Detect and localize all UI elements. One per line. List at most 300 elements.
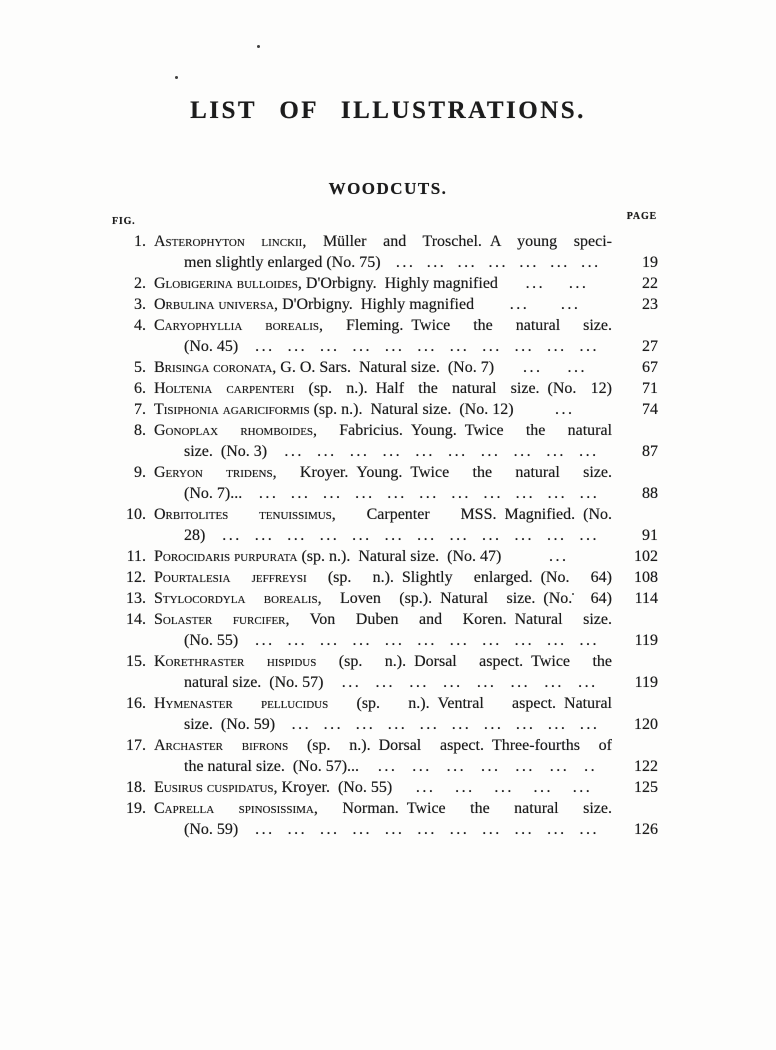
page-number <box>612 798 658 819</box>
dot-group: ... <box>320 632 340 649</box>
entry-line <box>154 462 612 483</box>
dot-group: ... <box>222 527 242 544</box>
entry-text: Von Duben and Koren. Natural size. <box>289 611 612 628</box>
dot-group: ... <box>352 821 372 838</box>
page-number: 125 <box>634 779 658 796</box>
page-number: 67 <box>642 359 658 376</box>
dot-group: ... <box>514 338 535 355</box>
dot-group: ... <box>415 779 436 796</box>
list-row <box>112 819 658 840</box>
list-row <box>112 546 658 567</box>
fig-column-label: FIG. <box>112 216 136 227</box>
fig-number: 12. <box>126 569 146 586</box>
dot-group: ... <box>581 254 601 271</box>
fig-number: 17. <box>126 737 146 754</box>
entry-text: size. (No. 3) <box>184 443 268 460</box>
dot-group: ... <box>457 254 478 271</box>
dot-group: ... <box>449 632 470 649</box>
entry-text: D'Orbigny. Highly magnified <box>278 296 475 313</box>
page-number: 122 <box>634 758 658 775</box>
page-number: 120 <box>634 716 658 733</box>
dot-group: ... <box>426 254 447 271</box>
page-number: 22 <box>642 275 658 292</box>
dot-group: ... <box>417 338 437 355</box>
indent-spacer <box>154 756 184 777</box>
entry-text: (sp. n.). Slightly enlarged. (No. 64) <box>306 569 612 586</box>
dot-group: ... <box>287 527 307 544</box>
species-name: Orbulina universa, <box>154 296 279 313</box>
entry-text: Müller and Troschel. A young speci- <box>306 233 612 250</box>
dot-group: ... <box>451 485 471 502</box>
fig-number <box>112 483 154 504</box>
dot-group: ... <box>523 359 543 376</box>
dot-group: ... <box>482 527 502 544</box>
list-row <box>112 441 658 462</box>
list-row <box>112 651 658 672</box>
list-row <box>112 273 658 294</box>
scan-speck <box>257 45 260 48</box>
entry-line <box>154 315 612 336</box>
dot-group: ... <box>547 632 567 649</box>
dot-group: ... <box>488 254 508 271</box>
dot-group: ... <box>548 548 569 565</box>
entry-text: (sp. n.). Dorsal aspect. Three-fourths of <box>288 737 612 754</box>
indent-spacer <box>154 819 184 840</box>
entry-text: (sp. n.). Half the natural size. (No. 12) <box>294 380 612 397</box>
dot-group: ... <box>579 443 599 460</box>
page-number <box>612 315 658 336</box>
fig-number: 15. <box>126 653 146 670</box>
list-row <box>112 336 658 357</box>
fig-number: 16. <box>126 695 146 712</box>
dot-group: ... <box>384 632 405 649</box>
leader-dots <box>385 252 612 273</box>
entry-text: Loven (sp.). Natural size. (No. 64) <box>321 590 612 607</box>
entry-line <box>154 294 612 315</box>
dot-group: ... <box>579 527 599 544</box>
dot-group: ... <box>560 296 581 313</box>
dot-group: ... <box>579 821 600 838</box>
fig-number <box>112 672 154 693</box>
dot-group: ... <box>384 338 405 355</box>
fig-number <box>112 336 154 357</box>
list-row <box>112 315 658 336</box>
entry-line <box>154 252 612 273</box>
fig-number <box>112 441 154 462</box>
entry-line <box>154 651 612 672</box>
dot-group: ... <box>319 527 340 544</box>
dot-group: ... <box>448 443 468 460</box>
dot-group: ... <box>483 716 504 733</box>
species-name: Tisiphonia agariciformis <box>154 401 310 418</box>
page-number: 27 <box>642 338 658 355</box>
fig-number: 18. <box>126 779 146 796</box>
entry-text: (No. 55) <box>184 632 239 649</box>
fig-number <box>112 714 154 735</box>
dot-group: ... <box>579 716 600 733</box>
dot-group: ... <box>579 338 600 355</box>
entry-line <box>154 483 612 504</box>
entry-text: the natural size. (No. 57)... <box>184 758 360 775</box>
dot-group: ... <box>513 443 534 460</box>
entry-text: (sp. n.). Ventral aspect. Natural <box>328 695 612 712</box>
species-name: Hymenaster pellucidus <box>154 695 329 712</box>
leader-dots <box>396 777 612 798</box>
entry-text: (sp. n.). Natural size. (No. 12) <box>309 401 514 418</box>
entry-line <box>154 735 612 756</box>
dot-group: ... <box>446 758 467 775</box>
entry-line <box>154 777 612 798</box>
page-number <box>612 420 658 441</box>
indent-spacer <box>154 672 184 693</box>
dot-group: ... <box>546 527 567 544</box>
leader-dots <box>246 483 612 504</box>
dot-group: .. <box>584 758 598 775</box>
entry-text: Norman. Twice the natural size. <box>317 800 612 817</box>
dot-group: ... <box>290 485 311 502</box>
dot-group: ... <box>514 821 535 838</box>
dot-group: ... <box>255 821 275 838</box>
dot-group: ... <box>555 401 575 418</box>
indent-spacer <box>154 630 184 651</box>
fig-number: 6. <box>134 380 146 397</box>
page-number: 119 <box>634 674 658 691</box>
entry-text: size. (No. 59) <box>184 716 276 733</box>
dot-group: ... <box>387 485 407 502</box>
dot-group: ... <box>409 674 429 691</box>
dot-group: ... <box>547 338 567 355</box>
entry-text: (sp. n.). Dorsal aspect. Twice the <box>316 653 612 670</box>
leader-dots <box>505 546 612 567</box>
dot-group: ... <box>375 674 396 691</box>
illustrations-list <box>112 231 658 840</box>
page-number: 23 <box>642 296 658 313</box>
fig-number: 8. <box>134 422 146 439</box>
fig-number <box>112 630 154 651</box>
dot-group: ... <box>449 527 470 544</box>
entry-line <box>154 798 612 819</box>
scan-speck <box>175 76 178 79</box>
entry-line <box>154 231 612 252</box>
species-name: Archaster bifrons <box>154 737 289 754</box>
leader-dots <box>498 357 612 378</box>
list-row <box>112 420 658 441</box>
dot-group: ... <box>417 527 437 544</box>
entry-line <box>154 525 612 546</box>
entry-line <box>154 357 612 378</box>
entry-text: natural size. (No. 57) <box>184 674 324 691</box>
page-number <box>612 609 658 630</box>
dot-group: ... <box>387 716 408 733</box>
page-column-label: PAGE <box>626 211 657 222</box>
dot-group: ... <box>255 632 275 649</box>
dot-group: ... <box>291 716 312 733</box>
species-name: Brisinga coronata, <box>154 359 277 376</box>
species-name: Eusirus cuspidatus, <box>154 779 278 796</box>
dot-group: ... <box>525 275 546 292</box>
page-number: 74 <box>642 401 658 418</box>
leader-dots <box>363 756 612 777</box>
page-number <box>612 231 658 252</box>
entry-text: D'Orbigny. Highly magnified <box>301 275 498 292</box>
dot-group: ... <box>514 527 535 544</box>
fig-number <box>112 756 154 777</box>
page-number: 114 <box>634 590 658 607</box>
species-name: Caryophyllia borealis, <box>154 317 324 334</box>
fig-number <box>112 252 154 273</box>
species-name: Orbitolites tenuissimus, <box>154 506 336 523</box>
species-name: Porocidaris purpurata <box>154 548 298 565</box>
entry-line <box>154 819 612 840</box>
dot-group: ... <box>482 821 502 838</box>
page-number: 19 <box>642 254 658 271</box>
species-name: Caprella spinosissima, <box>154 800 318 817</box>
indent-spacer <box>154 525 184 546</box>
dot-group: ... <box>412 758 432 775</box>
species-name: Globigerina bulloides, <box>154 275 302 292</box>
entry-text: men slightly enlarged (No. 75) <box>184 254 381 271</box>
leader-dots <box>518 399 612 420</box>
page-number: 126 <box>634 821 658 838</box>
species-name: Asterophyton linckii, <box>154 233 307 250</box>
entry-line <box>154 693 612 714</box>
dot-group: ... <box>550 254 570 271</box>
dot-group: ... <box>515 716 536 733</box>
list-row <box>112 630 658 651</box>
entry-text: (No. 45) <box>184 338 239 355</box>
dot-group: ... <box>480 443 501 460</box>
list-row <box>112 504 658 525</box>
dot-group: ... <box>352 632 372 649</box>
list-row <box>112 777 658 798</box>
dot-group: ... <box>254 527 275 544</box>
leader-dots <box>478 294 612 315</box>
fig-number: 1. <box>134 233 146 250</box>
entry-line <box>154 672 612 693</box>
page-number <box>612 693 658 714</box>
dot-group: ... <box>483 485 503 502</box>
page-number: 102 <box>634 548 658 565</box>
dot-group: ... <box>384 527 405 544</box>
leader-dots <box>209 525 612 546</box>
list-row <box>112 798 658 819</box>
entry-text: Kroyer. Young. Twice the natural size. <box>276 464 612 481</box>
entry-text: 28) <box>184 527 206 544</box>
fig-number: 3. <box>134 296 146 313</box>
entry-line <box>154 567 612 588</box>
entry-line <box>154 378 612 399</box>
entry-line <box>154 399 612 420</box>
page-number: 119 <box>634 632 658 649</box>
dot-group: ... <box>494 779 514 796</box>
dot-group: ... <box>455 779 475 796</box>
dot-group: ... <box>384 821 405 838</box>
dot-group: ... <box>255 338 275 355</box>
species-name: Stylocordyla borealis, <box>154 590 322 607</box>
entry-line <box>154 546 612 567</box>
fig-number: 2. <box>134 275 146 292</box>
fig-number: 13. <box>126 590 146 607</box>
list-row <box>112 567 658 588</box>
dot-group: ... <box>415 443 435 460</box>
leader-dots <box>279 714 612 735</box>
indent-spacer <box>154 252 184 273</box>
list-row <box>112 483 658 504</box>
list-row <box>112 756 658 777</box>
dot-group: ... <box>287 632 308 649</box>
entry-line <box>154 420 612 441</box>
entry-line <box>154 588 612 609</box>
entry-line <box>154 441 612 462</box>
species-name: Holtenia carpenteri <box>154 380 295 397</box>
dot-group: ... <box>509 296 530 313</box>
dot-group: ... <box>287 338 308 355</box>
page-number: 91 <box>642 527 658 544</box>
fig-number: 11. <box>126 548 146 565</box>
page-number: 87 <box>642 443 658 460</box>
fig-number: 5. <box>134 359 146 376</box>
dot-group: ... <box>323 485 343 502</box>
page-number: 88 <box>642 485 658 502</box>
dot-group: ... <box>417 632 437 649</box>
fig-number: 10. <box>126 506 146 523</box>
dot-group: ... <box>258 485 279 502</box>
dot-group: ... <box>510 674 531 691</box>
page-number: 71 <box>642 380 658 397</box>
fig-number: 19. <box>126 800 146 817</box>
dot-group: ... <box>317 443 337 460</box>
indent-spacer <box>154 441 184 462</box>
list-row <box>112 294 658 315</box>
dot-group: ... <box>419 485 439 502</box>
list-row <box>112 714 658 735</box>
dot-group: ... <box>323 716 344 733</box>
list-row <box>112 525 658 546</box>
dot-group: ... <box>547 485 568 502</box>
entry-text: G. O. Sars. Natural size. (No. 7) <box>276 359 495 376</box>
dot-group: ... <box>515 758 535 775</box>
dot-group: ... <box>355 716 376 733</box>
indent-spacer <box>154 714 184 735</box>
leader-dots <box>242 819 612 840</box>
indent-spacer <box>154 483 184 504</box>
dot-group: ... <box>568 275 589 292</box>
entry-text: (No. 59) <box>184 821 239 838</box>
dot-group: ... <box>544 674 564 691</box>
dot-group: ... <box>579 632 600 649</box>
species-name: Geryon tridens, <box>154 464 277 481</box>
dot-group: ... <box>352 527 372 544</box>
page-number <box>612 735 658 756</box>
leader-dots <box>502 273 612 294</box>
dot-group: ... <box>320 821 340 838</box>
entry-text: Fleming. Twice the natural size. <box>323 317 612 334</box>
leader-dots <box>242 336 612 357</box>
page-number <box>612 651 658 672</box>
list-row <box>112 378 658 399</box>
dot-group: ... <box>579 485 600 502</box>
page-number <box>612 504 658 525</box>
list-row <box>112 588 658 609</box>
entry-line <box>154 756 612 777</box>
dot-group: ... <box>547 716 568 733</box>
dot-group: ... <box>547 821 567 838</box>
dot-group: ... <box>349 443 370 460</box>
species-name: Gonoplax rhomboides, <box>154 422 318 439</box>
entry-text: Carpenter MSS. Magnified. (No. <box>335 506 612 523</box>
entry-line <box>154 336 612 357</box>
dot-group: ... <box>481 758 501 775</box>
species-name: Pourtalesia jeffreysi <box>154 569 307 586</box>
dot-group: ... <box>449 821 470 838</box>
leader-dots <box>328 672 612 693</box>
entry-text: Fabricius. Young. Twice the natural <box>317 422 612 439</box>
page-number <box>612 462 658 483</box>
entry-line <box>154 273 612 294</box>
dot-group: ... <box>377 758 398 775</box>
fig-number: 4. <box>134 317 146 334</box>
dot-group: ... <box>515 485 536 502</box>
dot-group: ... <box>417 821 437 838</box>
indent-spacer <box>154 336 184 357</box>
fig-number: 7. <box>134 401 146 418</box>
list-row <box>112 231 658 252</box>
dot-group: ... <box>533 779 554 796</box>
dot-group: ... <box>476 674 497 691</box>
dot-group: ... <box>572 779 593 796</box>
entry-line <box>154 630 612 651</box>
list-row <box>112 609 658 630</box>
entry-text: (No. 7)... <box>184 485 243 502</box>
list-row <box>112 399 658 420</box>
dot-group: ... <box>320 338 340 355</box>
list-row <box>112 357 658 378</box>
dot-group: ... <box>549 758 570 775</box>
dot-group: ... <box>284 443 304 460</box>
list-row <box>112 672 658 693</box>
leader-dots <box>271 441 612 462</box>
species-name: Korethraster hispidus <box>154 653 317 670</box>
dot-group: ... <box>287 821 308 838</box>
dot-group: ... <box>341 674 362 691</box>
dot-group: ... <box>419 716 440 733</box>
dot-group: ... <box>578 674 598 691</box>
entry-text: (sp. n.). Natural size. (No. 47) <box>297 548 502 565</box>
fig-number: 9. <box>134 464 146 481</box>
list-row <box>112 252 658 273</box>
dot-group: ... <box>519 254 539 271</box>
dot-group: ... <box>482 632 502 649</box>
dot-group: ... <box>382 443 403 460</box>
fig-number <box>112 819 154 840</box>
dot-group: ... <box>567 359 587 376</box>
dot-group: ... <box>482 338 502 355</box>
page-number: 108 <box>634 569 658 586</box>
dot-group: ... <box>443 674 463 691</box>
dot-group: ... <box>352 338 372 355</box>
entry-line <box>154 609 612 630</box>
fig-number: 14. <box>126 611 146 628</box>
list-row <box>112 462 658 483</box>
entry-line <box>154 504 612 525</box>
dot-group: ... <box>451 716 472 733</box>
entry-text: Kroyer. (No. 55) <box>277 779 393 796</box>
fig-number <box>112 525 154 546</box>
dot-group: ... <box>514 632 535 649</box>
dot-group: ... <box>546 443 566 460</box>
dot-group: ... <box>355 485 375 502</box>
dot-group: ... <box>395 254 416 271</box>
